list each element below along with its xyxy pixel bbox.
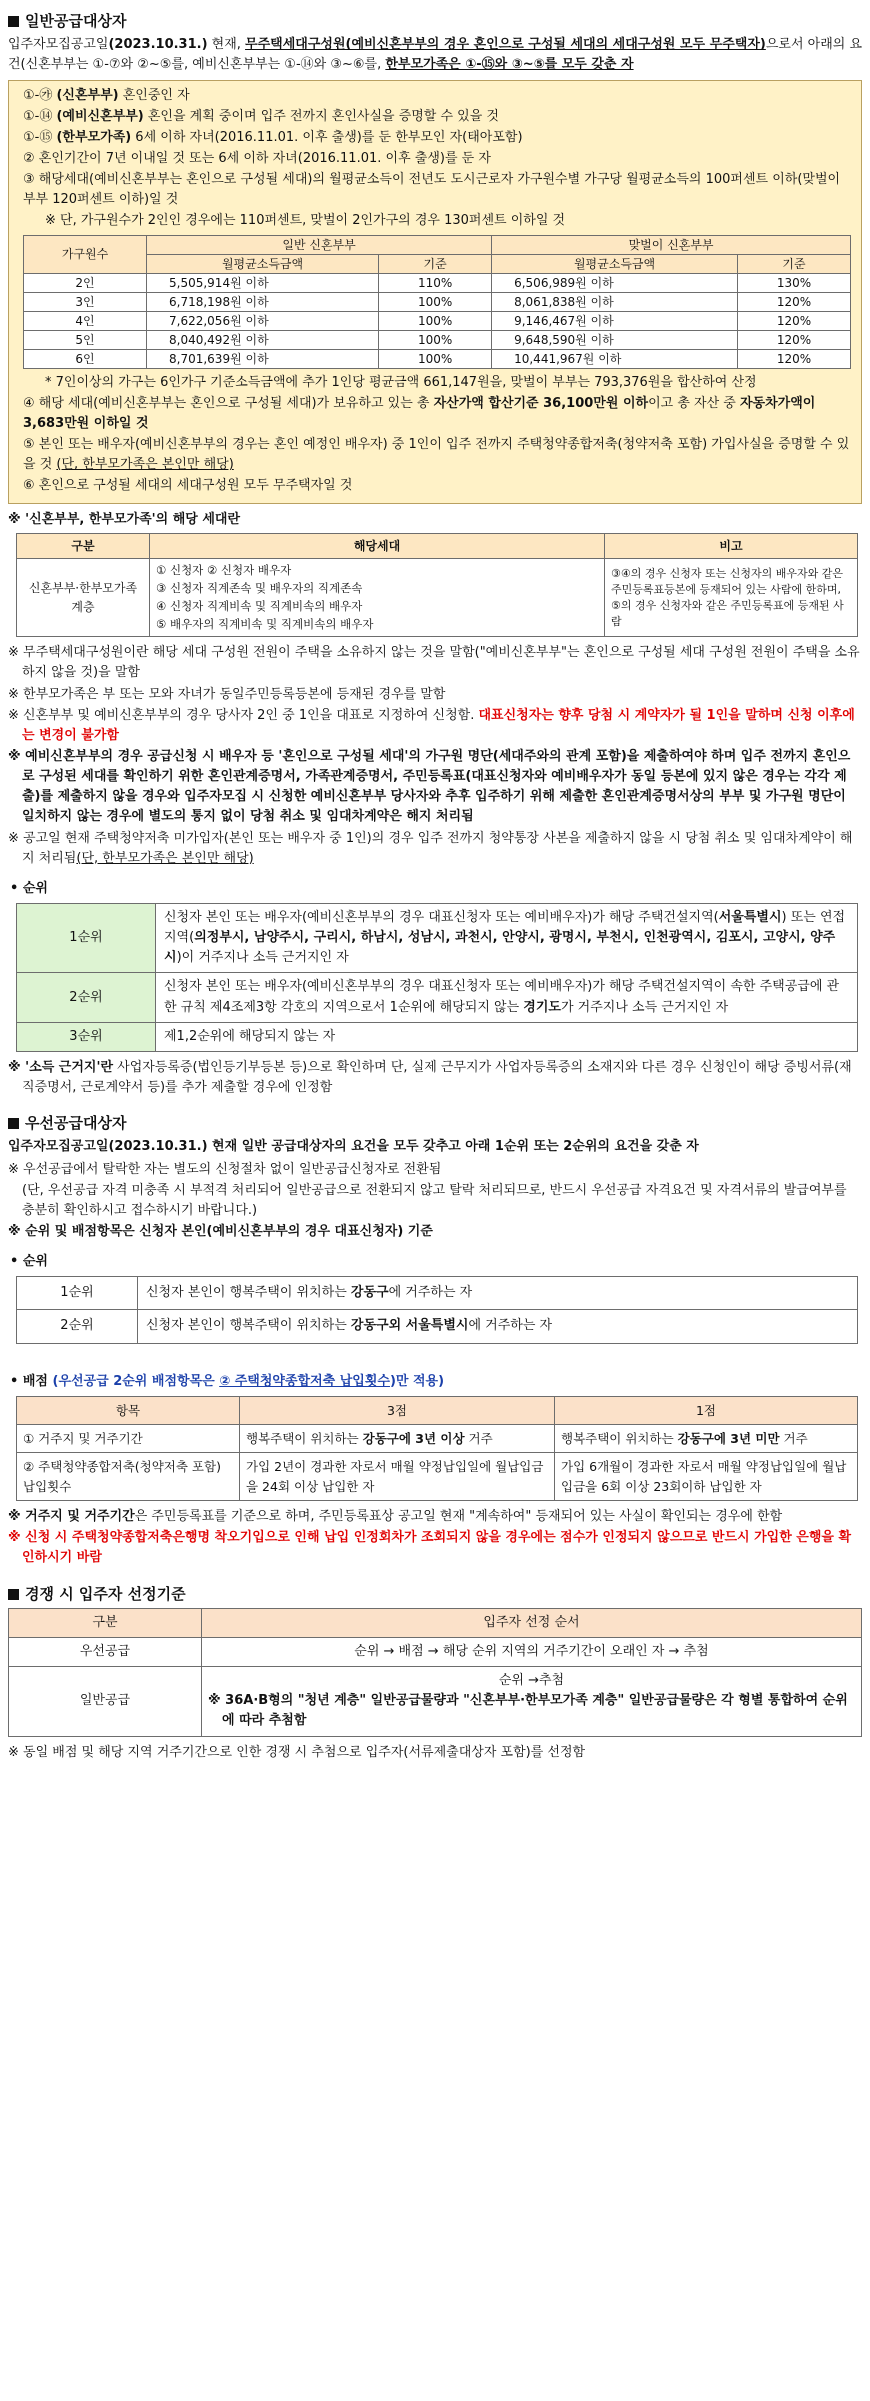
note-text: ※ '소득 근거지'란 [8, 1059, 113, 1075]
req-income: ③ 해당세대(예비신혼부부는 혼인으로 구성될 세대)의 월평균소득이 전년도 도시근로자 가구원수별 가구당 월평균소득의 100퍼센트 이하(맞벌이 부부 120퍼센트 이하)일 것 [23, 172, 841, 208]
req-text: ④ 해당 세대(예비신혼부부는 혼인으로 구성될 세대)가 보유하고 있는 총 [23, 395, 434, 411]
rank-text: 강동구외 서울특별시 [350, 1318, 469, 1334]
score-title-text: 배점 [22, 1373, 53, 1389]
intro-text: 한부모가족은 ①-⑮와 ③~⑤를 모두 갖춘 자 [385, 57, 634, 73]
income-general: 8,701,639원 이하 [147, 349, 379, 368]
req-text: 6세 이하 자녀(2016.11.01. 이후 출생)를 둔 한부모인 자(태아포함) [131, 129, 523, 145]
req-savings [23, 435, 851, 475]
income-header-std: 기준 [738, 254, 851, 273]
income-header-general: 일반 신혼부부 [147, 235, 492, 254]
score-header-item: 항목 [17, 1396, 240, 1424]
requirements-box [8, 80, 862, 505]
section-title-text: 일반공급대상자 [25, 12, 127, 30]
square-bullet-icon [8, 16, 19, 27]
selection-note: ※ 동일 배점 및 해당 지역 거주기간으로 인한 경쟁 시 추첨으로 입주자(서류제출대상자 포함)를 선정함 [8, 1744, 586, 1760]
section-general-title [8, 10, 862, 33]
note-homeless: ※ 무주택세대구성원이란 해당 세대 구성원 전원이 주택을 소유하지 않는 것을 말함("예비신혼부부"는 혼인으로 구성될 세대 구성원 전원이 주택을 소유하지 않을 것)을 말함 [8, 645, 860, 681]
intro-text: 입주자모집공고일 [8, 37, 109, 53]
score-header-3: 3점 [240, 1396, 555, 1424]
req-7plus-note: * 7인이상의 가구는 6인가구 기준소득금액에 추가 1인당 평균금액 661,147원을, 맞벌이 부부는 793,376원을 합산하여 산정 [45, 374, 757, 390]
income-dual-std: 120% [738, 349, 851, 368]
income-members: 5인 [24, 330, 147, 349]
priority-intro: 입주자모집공고일(2023.10.31.) 현재 일반 공급대상자의 요건을 모두 갖추고 아래 1순위 또는 2순위의 요건을 갖춘 자 [8, 1139, 699, 1155]
income-dual: 10,441,967원 이하 [492, 349, 738, 368]
req-text: (단, 한부모가족은 본인만 해당) [56, 457, 234, 473]
rank-text: 에 거주하는 자 [468, 1318, 553, 1334]
rank-label: 1순위 [17, 904, 156, 973]
score-title-text: )만 적용) [389, 1373, 445, 1389]
income-row [24, 273, 851, 292]
selection-text: 순위 →추첨 [498, 1673, 565, 1689]
household-table [16, 533, 858, 638]
score-text: 거주 [779, 1431, 808, 1447]
household-members [150, 559, 605, 637]
score-1: 가입 6개월이 경과한 자로서 매월 약정납입일에 월납입금을 6회 이상 23회이하 납입한 자 [555, 1453, 858, 1501]
rank-label: 2순위 [17, 973, 156, 1022]
score-item: ② 주택청약종합저축(청약저축 포함) 납입횟수 [17, 1453, 240, 1501]
income-header-members: 가구원수 [24, 235, 147, 273]
score-title: • 배점 (우선공급 2순위 배점항목은 ② 주택청약종합저축 납입횟수)만 적용) [10, 1373, 445, 1389]
general-intro [8, 35, 862, 75]
rank-text: 신청자 본인이 행복주택이 위치하는 [146, 1318, 351, 1334]
selection-header-class: 구분 [9, 1608, 202, 1637]
req-label: (한부모가족) [56, 129, 132, 145]
household-member: ⑤ 배우자의 직계비속 및 직계비속의 배우자 [156, 616, 374, 631]
section-selection-title [8, 1583, 862, 1606]
req-marriage-period: ② 혼인기간이 7년 이내일 것 또는 6세 이하 자녀(2016.11.01. 이후 출생)를 둔 자 [23, 150, 491, 166]
score-1 [555, 1425, 858, 1453]
income-dual: 9,648,590원 이하 [492, 330, 738, 349]
score-note-bank: ※ 신청 시 주택청약종합저축은행명 착오기입으로 인해 납입 인정회차가 조회되지 않을 경우에는 점수가 인정되지 않으므로 반드시 가입한 은행을 확인하시기 바람 [8, 1530, 852, 1566]
income-dual: 9,146,467원 이하 [492, 311, 738, 330]
income-general: 7,622,056원 이하 [147, 311, 379, 330]
income-members: 2인 [24, 273, 147, 292]
income-members: 6인 [24, 349, 147, 368]
selection-label: 일반공급 [9, 1667, 202, 1736]
rank-label: 3순위 [17, 1022, 156, 1051]
note-text: 은 주민등록표를 기준으로 하며, 주민등록표상 공고일 현재 "계속하여" 등재되어 있는 사실이 확인되는 경우에 한함 [134, 1509, 783, 1525]
score-text: 강동구에 3년 미만 [677, 1431, 780, 1447]
score-title-text: ② 주택청약종합저축 납입횟수 [219, 1373, 390, 1389]
section-title-text: 우선공급대상자 [25, 1114, 127, 1133]
priority-note-basis: ※ 순위 및 배점항목은 신청자 본인(예비신혼부부의 경우 대표신청자) 기준 [8, 1223, 433, 1239]
score-text: 행복주택이 위치하는 [561, 1431, 678, 1447]
rank-text: 의정부시, 남양주시, 구리시, 하남시, 성남시, 과천시, 안양시, 광명시, 부천시, 인천광역시, 김포시, 고양시, 양주시 [164, 930, 836, 966]
req-text: ⑤ 본인 또는 배우자(예비신혼부부의 경우는 혼인 예정인 배우자) 중 1인이 입주 전까지 주택청약종합저축(청약저축 포함) 가입사실을 증명할 수 있을 것 [23, 436, 850, 473]
rank-label: 2순위 [17, 1310, 138, 1343]
household-class: 신혼부부·한부모가족 계층 [17, 559, 150, 637]
household-member: ④ 신청자 직계비속 및 직계비속의 배우자 [156, 598, 363, 613]
income-members: 3인 [24, 292, 147, 311]
priority-note-caution: (단, 우선공급 자격 미충족 시 부적격 처리되어 일반공급으로 전환되지 않고 탈락 처리되므로, 반드시 우선공급 자격요건 및 자격서류의 발급여부를 충분히 확인하시고 접수하시기 바랍니다.) [22, 1182, 847, 1218]
household-header-note: 비고 [605, 533, 858, 559]
rank-text: 서울특별시 [718, 910, 782, 926]
rank-text: 에 거주하는 자 [388, 1285, 473, 1301]
score-table [16, 1396, 858, 1502]
income-general-std: 110% [379, 273, 492, 292]
rank-text: 경기도 [523, 999, 561, 1015]
household-note: ③④의 경우 신청자 또는 신청자의 배우자와 같은 주민등록표등본에 등재되어 있는 사람에 한하며, ⑤의 경우 신청자와 같은 주민등록표에 등재된 사람 [605, 559, 858, 637]
income-table-body [24, 273, 851, 368]
income-dual-std: 120% [738, 330, 851, 349]
score-text: 거주 [464, 1431, 493, 1447]
req-assets [23, 394, 851, 434]
general-rank-table [16, 903, 858, 1052]
income-header-amount: 월평균소득금액 [147, 254, 379, 273]
section-priority-title [8, 1112, 862, 1135]
rank-text: 신청자 본인 또는 배우자(예비신혼부부의 경우 대표신청자 또는 예비배우자)가 해당 주택건설지역( [164, 910, 719, 926]
req-newlywed [23, 86, 851, 106]
req-num: ①-⑭ [23, 108, 57, 124]
note-text: ※ 신혼부부 및 예비신혼부부의 경우 당사자 2인 중 1인을 대표로 지정하여 신청함. [8, 707, 479, 723]
note-text: (단, 한부모가족은 본인만 해당) [76, 850, 254, 866]
selection-table [8, 1608, 862, 1737]
score-3 [240, 1425, 555, 1453]
score-header-1: 1점 [555, 1396, 858, 1424]
rank-label: 1순위 [17, 1277, 138, 1310]
note-text: 사업자등록증(법인등기부등본 등)으로 확인하며 단, 실제 근무지가 사업자등록증의 소재지와 다른 경우 신청인이 해당 증빙서류(재직증명서, 근로계약서 등)를 추가 제출할 경우에 인정함 [22, 1059, 852, 1096]
income-header-amount: 월평균소득금액 [492, 254, 738, 273]
income-dual: 8,061,838원 이하 [492, 292, 738, 311]
income-members: 4인 [24, 311, 147, 330]
income-dual-std: 120% [738, 292, 851, 311]
intro-text: 무주택세대구성원(예비신혼부부의 경우 혼인으로 구성될 세대의 세대구성원 모두 무주택자) [245, 37, 766, 53]
rank-desc [156, 973, 858, 1022]
selection-header-order: 입주자 선정 순서 [202, 1608, 862, 1637]
note-singleparent: ※ 한부모가족은 부 또는 모와 자녀가 동일주민등록등본에 등재된 경우를 말함 [8, 686, 446, 702]
note-warning: 대표신청자는 향후 당첨 시 계약자가 될 1인을 말하며 신청 이후에는 변경이 불가함 [22, 707, 855, 743]
income-dual: 6,506,989원 이하 [492, 273, 738, 292]
req-singleparent [23, 128, 851, 148]
req-text: 혼인중인 자 [118, 87, 190, 103]
income-general-std: 100% [379, 330, 492, 349]
selection-order [202, 1667, 862, 1736]
selection-text: ※ 36A·B형의 "청년 계층" 일반공급물량과 "신혼부부·한부모가족 계층" 일반공급물량은 각 형별 통합하여 순위에 따라 추첨함 [208, 1693, 848, 1729]
priority-rank-table [16, 1276, 858, 1343]
rank-text: )이 거주지나 소득 근거지인 자 [176, 950, 349, 966]
note-text: ※ 거주지 및 거주기간 [8, 1509, 135, 1525]
rank-text: 가 거주지나 소득 근거지인 자 [560, 999, 729, 1015]
income-general-std: 100% [379, 292, 492, 311]
income-row [24, 330, 851, 349]
selection-label: 우선공급 [9, 1637, 202, 1666]
income-header-std: 기준 [379, 254, 492, 273]
score-item: ① 거주지 및 거주기간 [17, 1425, 240, 1453]
selection-order: 순위 → 배점 → 해당 순위 지역의 거주기간이 오래인 자 → 추첨 [202, 1637, 862, 1666]
income-row [24, 349, 851, 368]
req-text: 이고 총 자산 중 [648, 395, 740, 411]
req-text: 혼인을 계획 중이며 입주 전까지 혼인사실을 증명할 수 있을 것 [143, 108, 499, 124]
intro-text: 현재, [207, 37, 246, 53]
rank-text: 신청자 본인이 행복주택이 위치하는 [146, 1285, 351, 1301]
score-text: 행복주택이 위치하는 [246, 1431, 363, 1447]
priority-rank-title: • 순위 [10, 1254, 48, 1270]
req-homeless: ⑥ 혼인으로 구성될 세대의 세대구성원 모두 무주택자일 것 [23, 478, 353, 494]
rank-desc [156, 904, 858, 973]
income-general: 8,040,492원 이하 [147, 330, 379, 349]
rank-desc [138, 1277, 858, 1310]
income-row [24, 292, 851, 311]
intro-date: (2023.10.31.) [108, 37, 208, 53]
income-general: 6,718,198원 이하 [147, 292, 379, 311]
household-header-class: 구분 [17, 533, 150, 559]
income-table [23, 235, 851, 369]
req-label: (예비신혼부부) [56, 108, 144, 124]
square-bullet-icon [8, 1118, 19, 1129]
general-rank-title: • 순위 [10, 880, 48, 896]
rank-desc: 제1,2순위에 해당되지 않는 자 [156, 1022, 858, 1051]
rank-title-text: 순위 [22, 880, 48, 896]
income-dual-std: 120% [738, 311, 851, 330]
household-member: ① 신청자 ② 신청자 배우자 [156, 563, 292, 578]
income-general: 5,505,914원 이하 [147, 273, 379, 292]
req-income-note: ※ 단, 가구원수가 2인인 경우에는 110퍼센트, 맞벌이 2인가구의 경우 130퍼센트 이하일 것 [45, 213, 566, 229]
req-num: ①-⑮ [23, 129, 57, 145]
income-general-std: 100% [379, 311, 492, 330]
intro-text: 으로서 아래의 요건(신혼부부는 ①-⑦와 ②~⑤를, 예비신혼부부는 ①-⑭와 ③~⑥를, [8, 37, 862, 73]
income-dual-std: 130% [738, 273, 851, 292]
rank-text: 강동구 [350, 1285, 389, 1301]
score-text: 강동구에 3년 이상 [362, 1431, 465, 1447]
household-header-members: 해당세대 [150, 533, 605, 559]
rank-text: 신청자 본인 또는 배우자(예비신혼부부의 경우 대표신청자 또는 예비배우자)가 해당 주택건설지역이 속한 주택공급에 관한 규칙 제4조제3항 각호의 지역으로서 1순위에 해당되지 않는 [164, 979, 840, 1015]
note-representative [8, 706, 862, 746]
priority-note-transfer: ※ 우선공급에서 탈락한 자는 별도의 신청절차 없이 일반공급신청자로 전환됨 [8, 1161, 442, 1177]
note-text: ※ 공고일 현재 주택청약저축 미가입자(본인 또는 배우자 중 1인)의 경우 입주 전까지 청약통장 사본을 제출하지 않을 시 당첨 취소 및 임대차계약이 해지 처리됨 [8, 830, 853, 866]
note-savings [8, 829, 862, 869]
income-header-dual: 맞벌이 신혼부부 [492, 235, 851, 254]
req-prenewlywed [23, 107, 851, 127]
household-title: ※ '신혼부부, 한부모가족'의 해당 세대란 [8, 512, 241, 528]
square-bullet-icon [8, 1589, 19, 1600]
score-note-residence [8, 1507, 862, 1527]
section-title-text: 경쟁 시 입주자 선정기준 [25, 1584, 186, 1603]
req-num: ①-㉮ [23, 87, 57, 103]
note-prenewlywed-docs: ※ 예비신혼부부의 경우 공급신청 시 배우자 등 '혼인으로 구성될 세대'의 가구원 명단(세대주와의 관계 포함)을 제출하여야 하며 입주 전까지 혼인으로 구성된 세대를 확인하기 위한 혼인관계증명서, 가족관계증명서, 주민등록표(대표신청자와 예비배우자가 동일 등본에 있지 않은 경우는 각각 제출)를 제출하지 않을 경우와 입주자모집 시 신청한 예비신혼부부 당사자와 추후 입주하기 위해 제출한 혼인관계증명서상의 부부 및 가구원 명단이 일치하지 않는 경우에 별도의 통지 없이 당첨 취소 및 임대차계약은 해지 처리됨 [8, 749, 851, 825]
req-text: 자산가액 합산기준 36,100만원 이하 [433, 395, 649, 411]
req-text: 자동차가액이 3,683만원 이하일 것 [23, 395, 816, 431]
note-income-base [8, 1058, 862, 1098]
income-row [24, 311, 851, 330]
score-3: 가입 2년이 경과한 자로서 매월 약정납입일에 월납입금을 24회 이상 납입한 자 [240, 1453, 555, 1501]
score-title-text: (우선공급 2순위 배점항목은 [52, 1373, 220, 1389]
req-label: (신혼부부) [56, 87, 119, 103]
household-member: ③ 신청자 직계존속 및 배우자의 직계존속 [156, 580, 363, 595]
income-general-std: 100% [379, 349, 492, 368]
rank-title-text: 순위 [22, 1254, 48, 1270]
rank-desc [138, 1310, 858, 1343]
rank-text: ) 또는 연접지역( [164, 910, 846, 946]
